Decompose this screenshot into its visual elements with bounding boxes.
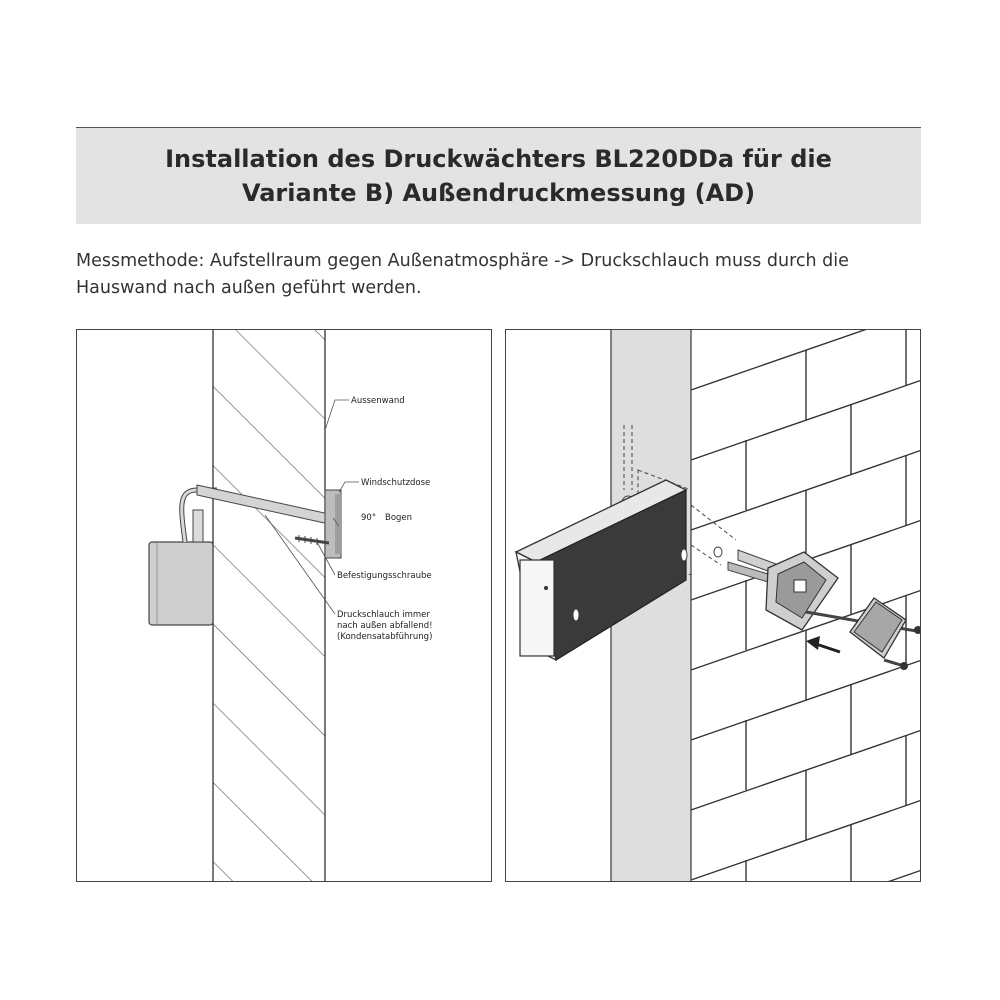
description-line-1: Messmethode: Aufstellraum gegen Außenatmosphäre -> Druckschlauch muss durch die [76,251,849,271]
label-hose-2: nach außen abfallend! [337,621,433,631]
page-title-line-2: Variante B) Außendruckmessung (AD) [241,179,756,207]
label-outer-wall: Aussenwand [351,396,405,406]
outer-wall-section [213,330,325,882]
label-screw: Befestigungsschraube [337,571,432,581]
label-hose-1: Druckschlauch immer [337,610,430,620]
label-bend-word: Bogen [385,513,413,523]
description-line-2: Hauswand nach außen geführt werden. [76,278,422,298]
label-wind-box: Windschutzdose [361,478,431,488]
perspective-svg [506,330,921,882]
label-hose-3: (Kondensatabführung) [337,632,433,642]
direction-arrow [806,636,840,652]
method-description [76,248,936,302]
cross-section-diagram [76,329,492,882]
title-banner [76,128,921,224]
page-title-line-1: Installation des Druckwächters BL220DDa für die [165,145,832,173]
installation-perspective-diagram [505,329,921,882]
label-bend-degree: 90° [361,513,377,523]
pressure-switch-housing [149,542,213,625]
cross-section-svg [77,330,492,882]
